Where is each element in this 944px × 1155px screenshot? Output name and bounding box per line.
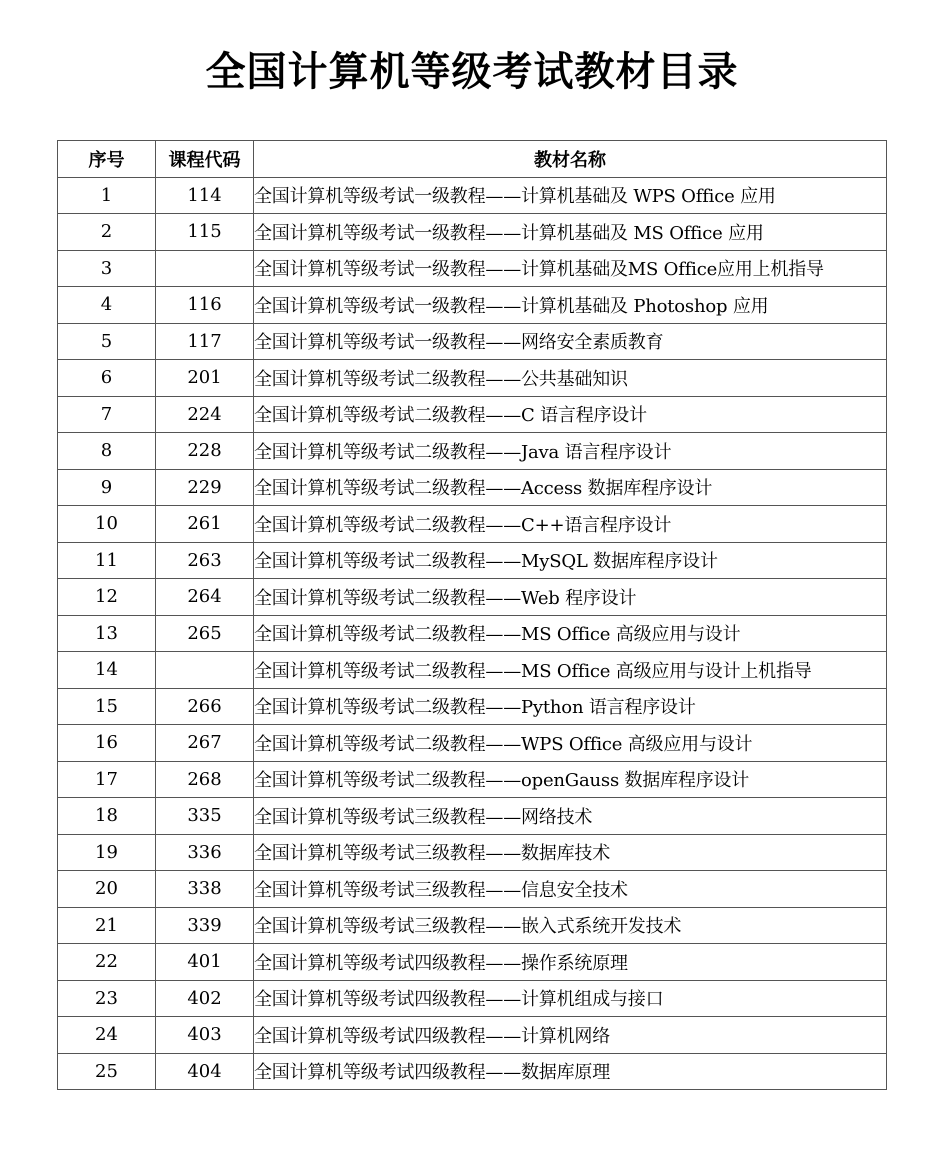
serial-number-cell: 4 — [58, 287, 156, 324]
serial-number-cell: 3 — [58, 250, 156, 287]
course-code-cell — [156, 652, 254, 689]
table-header-row — [58, 141, 887, 178]
course-code-cell: 338 — [156, 871, 254, 908]
serial-number-cell: 21 — [58, 907, 156, 944]
serial-number-cell: 12 — [58, 579, 156, 616]
table-row — [58, 834, 887, 871]
course-code-cell: 263 — [156, 542, 254, 579]
table-row — [58, 1017, 887, 1054]
textbook-name-cell: 全国计算机等级考试一级教程——网络安全素质教育 — [254, 323, 887, 360]
serial-number-cell: 22 — [58, 944, 156, 981]
serial-number-cell: 7 — [58, 396, 156, 433]
serial-number-cell: 24 — [58, 1017, 156, 1054]
textbook-name-cell: 全国计算机等级考试二级教程——Java 语言程序设计 — [254, 433, 887, 470]
serial-number-cell: 17 — [58, 761, 156, 798]
table-row — [58, 323, 887, 360]
table-row — [58, 761, 887, 798]
course-code-cell: 264 — [156, 579, 254, 616]
serial-number-cell: 18 — [58, 798, 156, 835]
textbook-name-cell: 全国计算机等级考试一级教程——计算机基础及MS Office应用上机指导 — [254, 250, 887, 287]
header-course-code: 课程代码 — [156, 141, 254, 178]
table-row — [58, 506, 887, 543]
table-row — [58, 688, 887, 725]
course-code-cell: 229 — [156, 469, 254, 506]
course-code-cell: 336 — [156, 834, 254, 871]
course-code-cell: 261 — [156, 506, 254, 543]
header-textbook-name: 教材名称 — [254, 141, 887, 178]
table-row — [58, 396, 887, 433]
header-serial-number: 序号 — [58, 141, 156, 178]
textbook-name-cell: 全国计算机等级考试四级教程——数据库原理 — [254, 1053, 887, 1090]
textbook-name-cell: 全国计算机等级考试二级教程——MySQL 数据库程序设计 — [254, 542, 887, 579]
textbook-name-cell: 全国计算机等级考试一级教程——计算机基础及 Photoshop 应用 — [254, 287, 887, 324]
textbook-name-cell: 全国计算机等级考试四级教程——计算机网络 — [254, 1017, 887, 1054]
textbook-name-cell: 全国计算机等级考试二级教程——MS Office 高级应用与设计上机指导 — [254, 652, 887, 689]
table-row — [58, 725, 887, 762]
course-code-cell: 228 — [156, 433, 254, 470]
textbook-name-cell: 全国计算机等级考试三级教程——信息安全技术 — [254, 871, 887, 908]
serial-number-cell: 5 — [58, 323, 156, 360]
table-row — [58, 1053, 887, 1090]
serial-number-cell: 14 — [58, 652, 156, 689]
course-code-cell: 403 — [156, 1017, 254, 1054]
textbook-name-cell: 全国计算机等级考试一级教程——计算机基础及 MS Office 应用 — [254, 214, 887, 251]
serial-number-cell: 25 — [58, 1053, 156, 1090]
textbook-name-cell: 全国计算机等级考试三级教程——网络技术 — [254, 798, 887, 835]
serial-number-cell: 8 — [58, 433, 156, 470]
course-code-cell: 266 — [156, 688, 254, 725]
course-code-cell — [156, 250, 254, 287]
table-row — [58, 980, 887, 1017]
course-code-cell: 267 — [156, 725, 254, 762]
page-title: 全国计算机等级考试教材目录 — [205, 49, 739, 95]
table-row — [58, 907, 887, 944]
table-row — [58, 287, 887, 324]
course-code-cell: 224 — [156, 396, 254, 433]
serial-number-cell: 23 — [58, 980, 156, 1017]
textbook-name-cell: 全国计算机等级考试二级教程——Web 程序设计 — [254, 579, 887, 616]
textbook-name-cell: 全国计算机等级考试三级教程——数据库技术 — [254, 834, 887, 871]
course-code-cell: 201 — [156, 360, 254, 397]
table-row — [58, 360, 887, 397]
textbook-name-cell: 全国计算机等级考试二级教程——MS Office 高级应用与设计 — [254, 615, 887, 652]
table-row — [58, 177, 887, 214]
course-code-cell: 265 — [156, 615, 254, 652]
textbook-name-cell: 全国计算机等级考试四级教程——计算机组成与接口 — [254, 980, 887, 1017]
course-code-cell: 116 — [156, 287, 254, 324]
course-code-cell: 268 — [156, 761, 254, 798]
serial-number-cell: 20 — [58, 871, 156, 908]
course-code-cell: 402 — [156, 980, 254, 1017]
textbook-name-cell: 全国计算机等级考试一级教程——计算机基础及 WPS Office 应用 — [254, 177, 887, 214]
textbook-name-cell: 全国计算机等级考试二级教程——Python 语言程序设计 — [254, 688, 887, 725]
textbook-name-cell: 全国计算机等级考试二级教程——公共基础知识 — [254, 360, 887, 397]
serial-number-cell: 11 — [58, 542, 156, 579]
textbook-name-cell: 全国计算机等级考试四级教程——操作系统原理 — [254, 944, 887, 981]
table-row — [58, 542, 887, 579]
serial-number-cell: 1 — [58, 177, 156, 214]
table-row — [58, 615, 887, 652]
serial-number-cell: 19 — [58, 834, 156, 871]
serial-number-cell: 13 — [58, 615, 156, 652]
table-row — [58, 214, 887, 251]
course-code-cell: 335 — [156, 798, 254, 835]
table-row — [58, 250, 887, 287]
serial-number-cell: 2 — [58, 214, 156, 251]
table-row — [58, 798, 887, 835]
course-code-cell: 339 — [156, 907, 254, 944]
textbook-name-cell: 全国计算机等级考试二级教程——openGauss 数据库程序设计 — [254, 761, 887, 798]
textbook-name-cell: 全国计算机等级考试二级教程——WPS Office 高级应用与设计 — [254, 725, 887, 762]
table-body — [58, 177, 887, 1090]
table-row — [58, 469, 887, 506]
table-row — [58, 871, 887, 908]
table-row — [58, 579, 887, 616]
textbook-name-cell: 全国计算机等级考试二级教程——Access 数据库程序设计 — [254, 469, 887, 506]
serial-number-cell: 9 — [58, 469, 156, 506]
serial-number-cell: 16 — [58, 725, 156, 762]
course-code-cell: 404 — [156, 1053, 254, 1090]
serial-number-cell: 6 — [58, 360, 156, 397]
table-row — [58, 652, 887, 689]
course-code-cell: 117 — [156, 323, 254, 360]
course-code-cell: 114 — [156, 177, 254, 214]
textbook-name-cell: 全国计算机等级考试二级教程——C 语言程序设计 — [254, 396, 887, 433]
course-code-cell: 115 — [156, 214, 254, 251]
course-code-cell: 401 — [156, 944, 254, 981]
serial-number-cell: 10 — [58, 506, 156, 543]
textbook-name-cell: 全国计算机等级考试二级教程——C++语言程序设计 — [254, 506, 887, 543]
textbook-catalog-table — [57, 140, 887, 1090]
table-row — [58, 944, 887, 981]
textbook-name-cell: 全国计算机等级考试三级教程——嵌入式系统开发技术 — [254, 907, 887, 944]
table-row — [58, 433, 887, 470]
serial-number-cell: 15 — [58, 688, 156, 725]
